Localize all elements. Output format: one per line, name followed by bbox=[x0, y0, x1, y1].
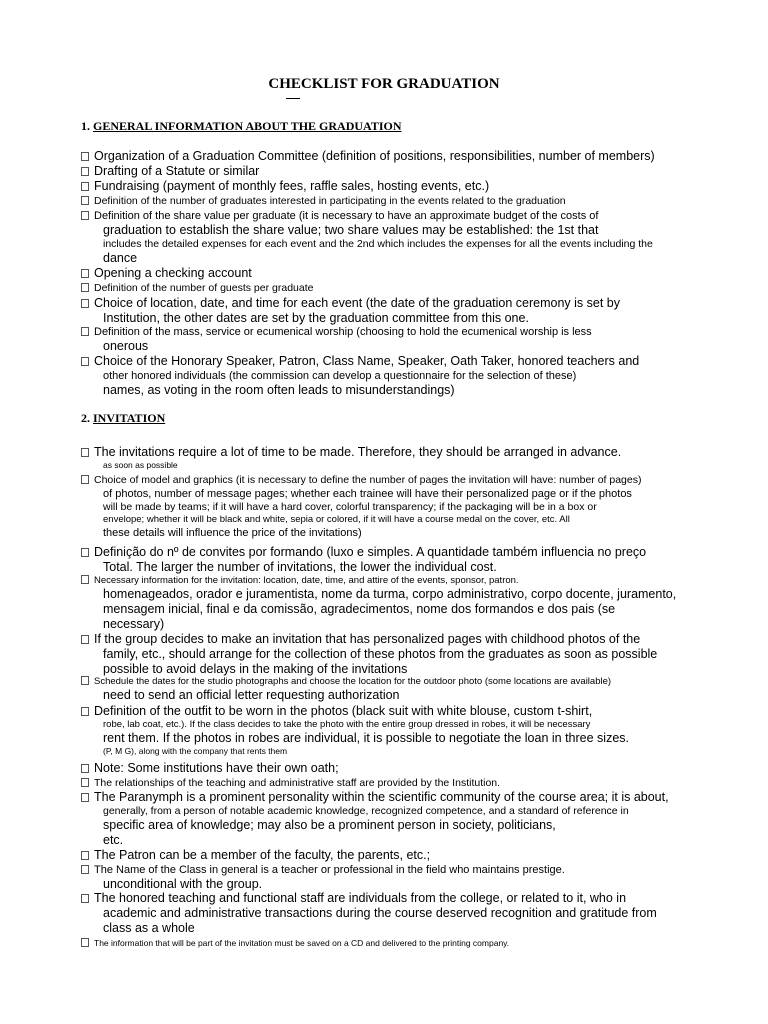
checkbox-icon[interactable] bbox=[81, 475, 89, 484]
checkbox-icon[interactable] bbox=[81, 196, 89, 205]
checkbox-icon[interactable] bbox=[81, 182, 89, 191]
checklist-item: Choice of model and graphics (it is necessary to define the number of pages the invitation will have: number of pages) of photos, number of message pages; whether each trainee will have their personalized page or if the photos will be made by teams; if it will have a hard cover, colorful transparency; if the packaging will be in a box or envelope; whether it will be black and white, sepia or colored, if it will have a course medal on the cover, etc. All these details will influence the price of the invitations) bbox=[81, 474, 703, 540]
checklist-item: Note: Some institutions have their own oath; bbox=[81, 761, 703, 776]
section-title: INVITATION bbox=[93, 411, 166, 425]
checkbox-icon[interactable] bbox=[81, 152, 89, 161]
checkbox-icon[interactable] bbox=[81, 357, 89, 366]
checkbox-icon[interactable] bbox=[81, 211, 89, 220]
checkbox-icon[interactable] bbox=[81, 894, 89, 903]
checklist-item: Choice of location, date, and time for each event (the date of the graduation ceremony is set by Institution, the other dates are set by the graduation committee from this one. bbox=[81, 296, 703, 326]
checkbox-icon[interactable] bbox=[81, 269, 89, 278]
checklist-item: Definition of the number of guests per graduate bbox=[81, 282, 703, 295]
checkbox-icon[interactable] bbox=[81, 548, 89, 557]
checkbox-icon[interactable] bbox=[81, 778, 89, 787]
checkbox-icon[interactable] bbox=[81, 764, 89, 773]
section-number: 2. bbox=[81, 411, 90, 425]
section-title: GENERAL INFORMATION ABOUT THE GRADUATION bbox=[93, 119, 402, 133]
checkbox-icon[interactable] bbox=[81, 167, 89, 176]
checklist-item: Definition of the outfit to be worn in the photos (black suit with white blouse, custom t-shirt, robe, lab coat, etc.). If the class decides to take the photo with the entire group dressed in robes, it will be necessary rent them. If the photos in robes are individual, it is possible to negotiate the loan in three sizes. (P, M G), along with the company that rents them bbox=[81, 704, 703, 757]
checklist-item: Choice of the Honorary Speaker, Patron, Class Name, Speaker, Oath Taker, honored teachers and other honored individuals (the commission can develop a questionnaire for the selection of these) names, as voting in the room often leads to misunderstandings) bbox=[81, 354, 703, 398]
checklist-item: Opening a checking account bbox=[81, 266, 703, 281]
checkbox-icon[interactable] bbox=[81, 635, 89, 644]
title-divider bbox=[286, 98, 300, 99]
checklist-item: The information that will be part of the invitation must be saved on a CD and delivered to the printing company. bbox=[81, 938, 703, 949]
checkbox-icon[interactable] bbox=[81, 938, 89, 947]
checklist-item: Definition of the number of graduates interested in participating in the events related to the graduation bbox=[81, 195, 703, 208]
checkbox-icon[interactable] bbox=[81, 851, 89, 860]
checklist-item: The Name of the Class in general is a teacher or professional in the field who maintains prestige. unconditional with the group. bbox=[81, 863, 703, 892]
checklist-item: The relationships of the teaching and administrative staff are provided by the Institution. bbox=[81, 777, 703, 790]
checklist-item: Definition of the mass, service or ecumenical worship (choosing to hold the ecumenical worship is less onerous bbox=[81, 325, 703, 354]
section-heading-invitation bbox=[81, 411, 165, 426]
checkbox-icon[interactable] bbox=[81, 283, 89, 292]
checklist-item: The honored teaching and functional staff are individuals from the college, or related to it, who in academic and administrative transactions during the course deserved recognition and gratitude from class as a whole bbox=[81, 891, 703, 936]
section-number: 1. bbox=[81, 119, 90, 133]
checkbox-icon[interactable] bbox=[81, 575, 89, 584]
checklist-item: The Patron can be a member of the faculty, the parents, etc.; bbox=[81, 848, 703, 863]
checklist-item: Definition of the share value per graduate (it is necessary to have an approximate budget of the costs of graduation to establish the share value; two share values may be established: the 1st that includes the detailed expenses for each event and the 2nd which includes the expenses for all the events including the dance bbox=[81, 209, 703, 266]
checkbox-icon[interactable] bbox=[81, 327, 89, 336]
checkbox-icon[interactable] bbox=[81, 299, 89, 308]
checklist-item: Drafting of a Statute or similar bbox=[81, 164, 703, 179]
checkbox-icon[interactable] bbox=[81, 448, 89, 457]
checklist-item: Definição do nº de convites por formando (luxo e simples. A quantidade também influencia no preço Total. The larger the number of invitations, the lower the individual cost. bbox=[81, 545, 703, 575]
checkbox-icon[interactable] bbox=[81, 865, 89, 874]
checklist-item: The Paranymph is a prominent personality within the scientific community of the course area; it is about, generally, from a person of notable academic knowledge, recognized competence, and a standard of reference in specific area of knowledge; may also be a prominent person in society, politicians, etc. bbox=[81, 790, 703, 848]
checklist-item: Fundraising (payment of monthly fees, raffle sales, hosting events, etc.) bbox=[81, 179, 703, 194]
page-title: CHECKLIST FOR GRADUATION bbox=[268, 76, 500, 92]
section-heading-general bbox=[81, 119, 402, 134]
checkbox-icon[interactable] bbox=[81, 676, 89, 685]
checklist-item: Necessary information for the invitation: location, date, time, and attire of the events, sponsor, patron. homenageados, orador e juramentista, nome da turma, corpo administrativo, corpo docente, juramento, mensagem inicial, final e da comissão, agradecimentos, nome dos formandos e dos pais (se necessary) bbox=[81, 575, 703, 632]
checklist-item: If the group decides to make an invitation that has personalized pages with childhood photos of the family, etc., should arrange for the collection of these photos from the graduates as soon as possible possible to avoid delays in the making of the invitations bbox=[81, 632, 703, 677]
checklist-item: Organization of a Graduation Committee (definition of positions, responsibilities, number of members) bbox=[81, 149, 703, 164]
checkbox-icon[interactable] bbox=[81, 707, 89, 716]
checkbox-icon[interactable] bbox=[81, 793, 89, 802]
checklist-item: Schedule the dates for the studio photographs and choose the location for the outdoor photo (some locations are available) need to send an official letter requesting authorization bbox=[81, 676, 703, 703]
checklist-item: The invitations require a lot of time to be made. Therefore, they should be arranged in advance. as soon as possible bbox=[81, 445, 703, 471]
